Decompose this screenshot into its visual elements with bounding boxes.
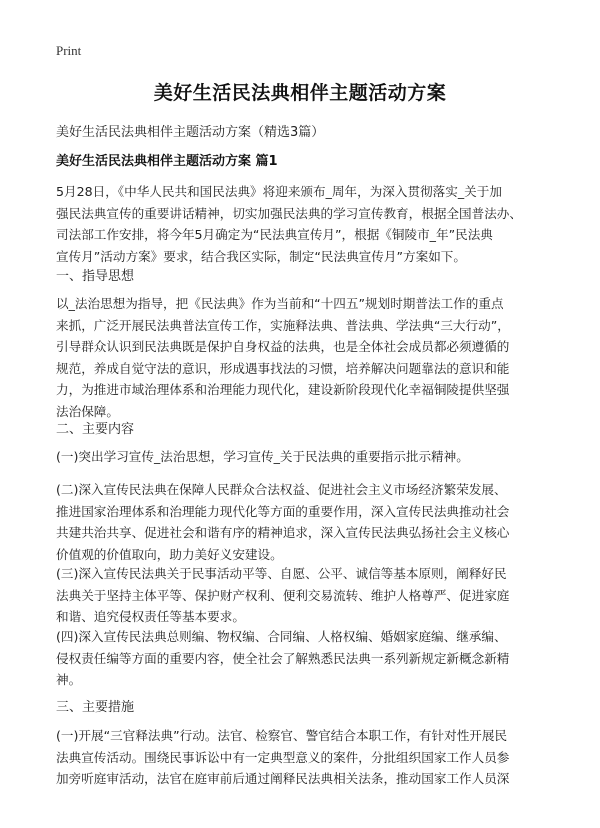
content-item-line: 和谐、追究侵权责任等基本要求。 bbox=[56, 609, 245, 624]
content-item-line: 价值观的价值取向，助力美好义安建设。 bbox=[56, 546, 283, 562]
measure-line: 法典宣传活动。围绕民事诉讼中有一定典型意义的案件，分批组织国家工作人员参 bbox=[56, 749, 510, 765]
content-item-1 bbox=[56, 446, 546, 468]
guiding-line: 引导群众认识到民法典既是保护自身权益的法典，也是全体社会成员都必须遵循的 bbox=[56, 339, 510, 354]
page-title: 美好生活民法典相伴主题活动方案 bbox=[153, 82, 447, 104]
content-item-2 bbox=[56, 479, 546, 565]
measure-item-1 bbox=[56, 725, 546, 790]
guiding-line: 来抓，广泛开展民法典普法宣传工作，实施释法典、普法典、学法典“三大行动”， bbox=[56, 317, 510, 333]
measure-line: 加旁听庭审活动，法官在庭审前后通过阐释民法典相关法条，推动国家工作人员深 bbox=[56, 771, 510, 786]
guiding-line: 法治保障。 bbox=[56, 403, 119, 419]
content-item-line: (二)深入宣传民法典在保障人民群众合法权益、促进社会主义市场经济繁荣发展、 bbox=[56, 482, 507, 497]
content-item-line: 推进国家治理体系和治理能力现代化等方面的重要作用，深入宣传民法典推动社会 bbox=[56, 503, 510, 519]
guiding-paragraph bbox=[56, 293, 546, 422]
content-item-line: 法典关于坚持主体平等、保护财产权利、便利交易流转、维护人格尊严、促进家庭 bbox=[56, 587, 510, 603]
content-item-line: 神。 bbox=[56, 672, 82, 687]
intro-line: 宣传月”活动方案》要求，结合我区实际，制定“民法典宣传月”方案如下。 bbox=[56, 248, 466, 264]
content-item-line: (一)突出学习宣传_法治思想，学习宣传_关于民法典的重要指示批示精神。 bbox=[56, 449, 469, 464]
print-link[interactable]: Print bbox=[56, 43, 82, 58]
article-heading: 美好生活民法典相伴主题活动方案 篇1 bbox=[56, 154, 278, 169]
content-item-line: 共建共治共享、促进社会和谐有序的精神追求，深入宣传民法典弘扬社会主义核心 bbox=[56, 525, 510, 540]
section-heading-guiding: 一、指导思想 bbox=[56, 269, 135, 284]
content-item-line: (四)深入宣传民法典总则编、物权编、合同编、人格权编、婚姻家庭编、继承编、 bbox=[56, 629, 507, 644]
content-item-4 bbox=[56, 626, 546, 691]
guiding-line: 以_法治思想为指导，把《民法典》作为当前和“十四五”规划时期普法工作的重点 bbox=[56, 296, 504, 311]
document-subtitle: 美好生活民法典相伴主题活动方案（精选3篇） bbox=[56, 125, 325, 140]
section-heading-content: 二、主要内容 bbox=[56, 422, 135, 437]
guiding-line: 力，为推进市域治理体系和治理能力现代化，建设新阶段现代化幸福铜陵提供坚强 bbox=[56, 382, 510, 397]
intro-line: 5月28日，《中华人民共和国民法典》将迎来颁布_周年，为深入贯彻落实_关于加 bbox=[56, 184, 502, 199]
intro-line: 司法部工作安排，将今年5月确定为“民法典宣传月”，根据《铜陵市_年”民法典 bbox=[56, 227, 493, 242]
content-item-3 bbox=[56, 563, 546, 628]
intro-paragraph bbox=[56, 181, 546, 267]
measure-line: (一)开展“三官释法典”行动。法官、检察官、警官结合本职工作，有针对性开展民 bbox=[56, 728, 508, 743]
guiding-line: 规范，养成自觉守法的意识，形成遇事找法的习惯，培养解决问题靠法的意识和能 bbox=[56, 360, 510, 376]
content-item-line: (三)深入宣传民法典关于民事活动平等、自愿、公平、诚信等基本原则，阐释好民 bbox=[56, 566, 507, 581]
section-heading-measures: 三、主要措施 bbox=[56, 700, 135, 715]
content-item-line: 侵权责任编等方面的重要内容，使全社会了解熟悉民法典一系列新规定新概念新精 bbox=[56, 650, 510, 666]
intro-line: 强民法典宣传的重要讲话精神，切实加强民法典的学习宣传教育，根据全国普法办、 bbox=[56, 205, 522, 221]
